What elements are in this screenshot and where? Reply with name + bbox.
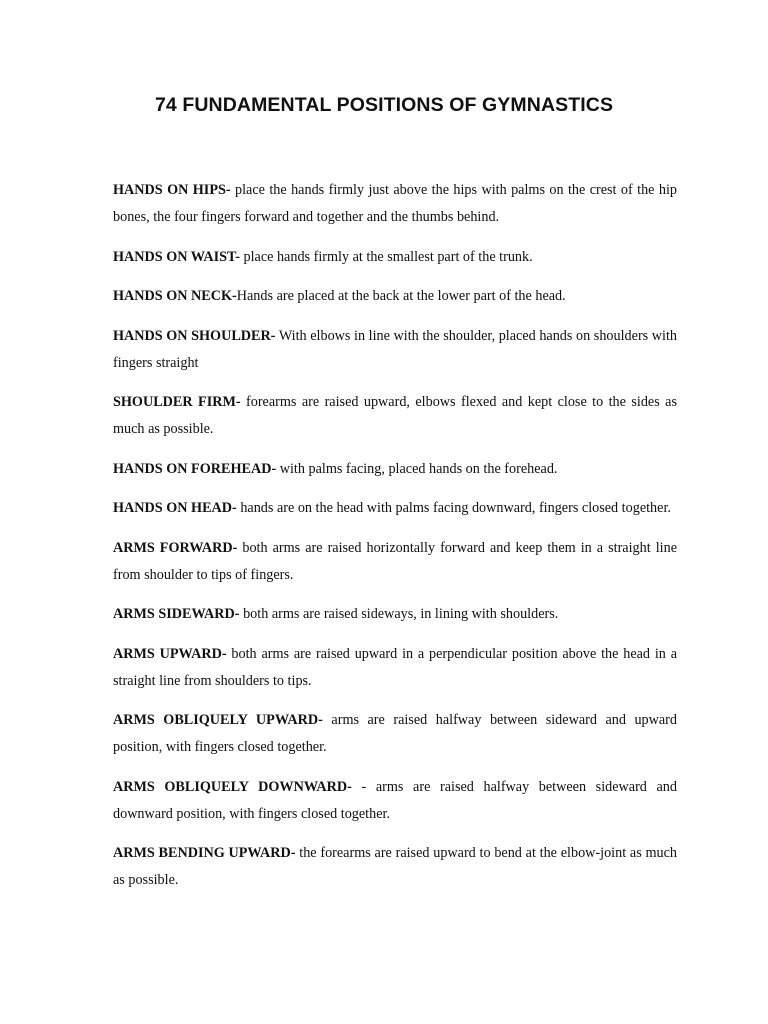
position-entry-hands-on-neck: [113, 283, 677, 310]
positions-list: [113, 177, 677, 907]
position-entry-hands-on-forehead: [113, 456, 677, 483]
position-entry-arms-upward: [113, 641, 677, 695]
position-term: HANDS ON NECK-: [113, 288, 237, 304]
document-title: 74 FUNDAMENTAL POSITIONS OF GYMNASTICS: [154, 94, 614, 116]
position-entry-hands-on-hips: [113, 177, 677, 231]
position-description: both arms are raised horizontally forward and keep them in a straight line from shoulder to tips of fingers.: [113, 539, 677, 583]
position-term: ARMS FORWARD-: [113, 539, 238, 556]
position-description: With elbows in line with the shoulder, placed hands on shoulders with fingers straight: [113, 327, 678, 371]
position-description: both arms are raised sideways, in lining with shoulders.: [239, 606, 559, 622]
position-term: ARMS BENDING UPWARD-: [113, 845, 296, 861]
position-entry-shoulder-firm: [113, 389, 677, 443]
position-term: SHOULDER FIRM-: [113, 394, 241, 410]
position-description: hands are on the head with palms facing downward, fingers closed together.: [236, 500, 671, 516]
position-term: ARMS SIDEWARD-: [113, 606, 240, 622]
position-description: Hands are placed at the back at the lower part of the head.: [236, 288, 566, 304]
position-term: HANDS ON FOREHEAD-: [113, 460, 277, 477]
position-entry-hands-on-shoulder: [113, 323, 677, 377]
position-term: HANDS ON WAIST-: [113, 248, 240, 265]
position-term: HANDS ON SHOULDER-: [113, 327, 276, 344]
position-description: - arms are raised halfway between sideward and downward position, with fingers closed together.: [113, 778, 677, 822]
position-entry-arms-obliquely-downward: [113, 774, 677, 828]
position-entry-arms-forward: [113, 535, 677, 589]
position-description: with palms facing, placed hands on the forehead.: [276, 460, 558, 477]
position-entry-hands-on-head: [113, 495, 677, 522]
position-term: ARMS UPWARD-: [113, 645, 227, 662]
position-entry-arms-obliquely-upward: [113, 707, 677, 761]
position-description: arms are raised halfway between sideward and upward position, with fingers closed together.: [113, 712, 677, 755]
position-term: ARMS OBLIQUELY UPWARD-: [113, 712, 323, 728]
position-term: ARMS OBLIQUELY DOWNWARD-: [113, 778, 352, 795]
position-description: the forearms are raised upward to bend at the elbow-joint as much as possible.: [113, 845, 677, 888]
position-entry-arms-bending-upward: [113, 840, 677, 894]
position-description: forearms are raised upward, elbows flexed and kept close to the sides as much as possible.: [113, 394, 677, 437]
position-entry-hands-on-waist: [113, 244, 677, 271]
position-term: HANDS ON HIPS-: [113, 182, 231, 198]
position-description: place the hands firmly just above the hips with palms on the crest of the hip bones, the four fingers forward and together and the thumbs behind.: [113, 182, 677, 225]
position-description: place hands firmly at the smallest part of the trunk.: [239, 248, 533, 265]
position-entry-arms-sideward: [113, 601, 677, 628]
position-description: both arms are raised upward in a perpendicular position above the head in a straight line from shoulders to tips.: [113, 645, 677, 689]
position-term: HANDS ON HEAD-: [113, 500, 237, 516]
